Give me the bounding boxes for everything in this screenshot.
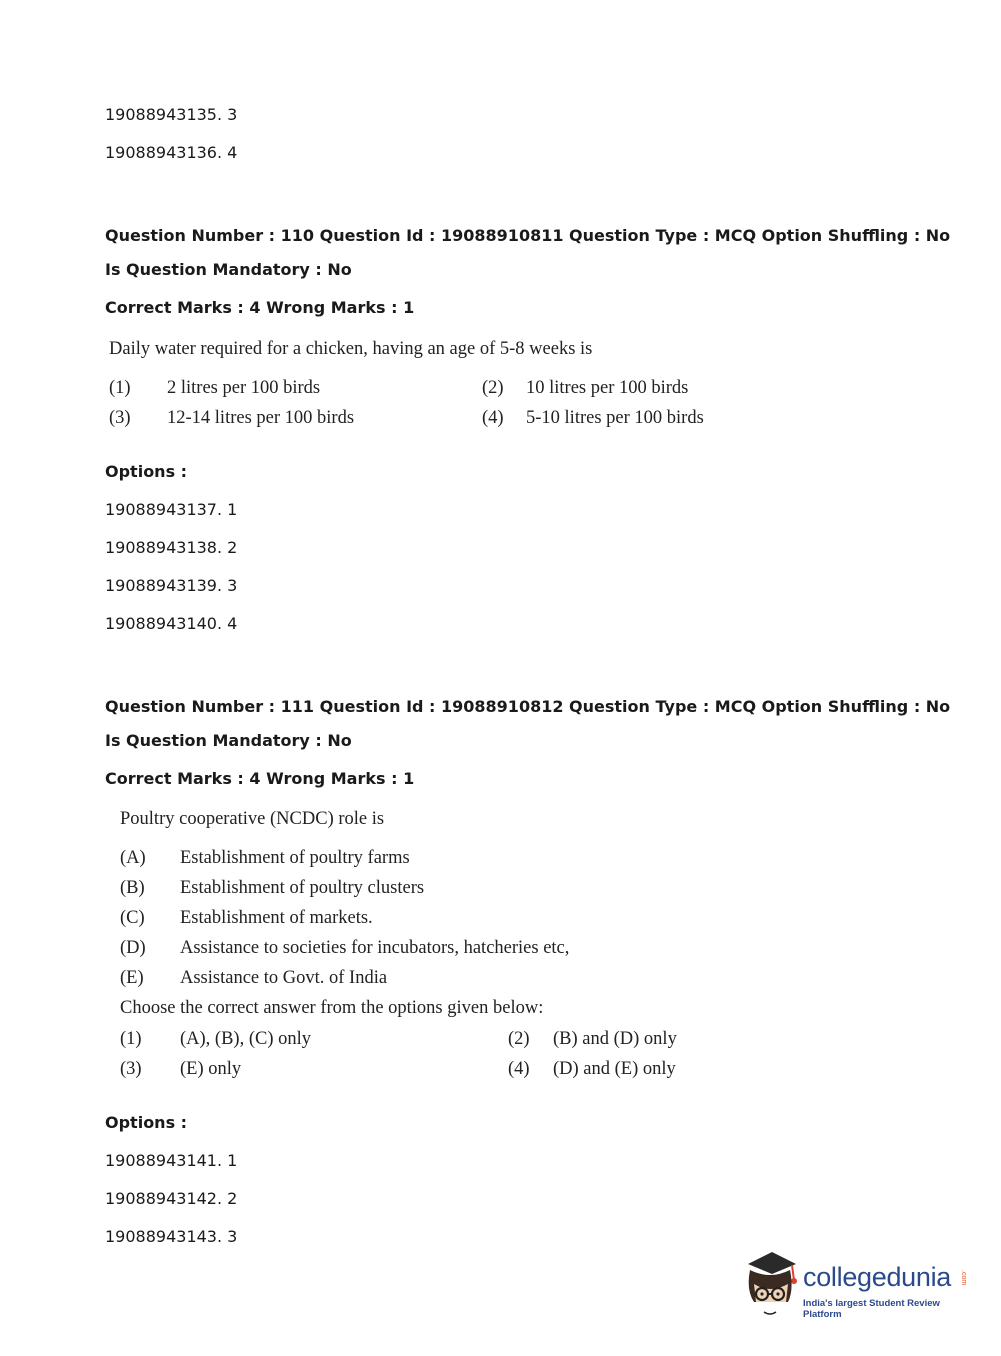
statement-text: Assistance to Govt. of India xyxy=(180,968,388,988)
question-111-header: Question Number : 111 Question Id : 19088910812 Question Type : MCQ Option Shuffling : No xyxy=(105,697,951,716)
choice-number: (1) xyxy=(109,378,131,398)
statement-label: (E) xyxy=(120,968,144,988)
choice-number: (1) xyxy=(120,1029,142,1049)
question-111-mandatory: Is Question Mandatory : No xyxy=(105,731,352,750)
logo-tagline: India's largest Student Review Platform xyxy=(803,1298,940,1320)
choice-text: 5-10 litres per 100 birds xyxy=(526,408,704,428)
option-line: 19088943139. 3 xyxy=(105,576,238,595)
choice-number: (2) xyxy=(482,378,504,398)
question-111-text: Poultry cooperative (NCDC) role is xyxy=(120,809,385,829)
statement-label: (D) xyxy=(120,938,146,958)
choice-text: 2 litres per 100 birds xyxy=(167,378,321,398)
choice-text: (E) only xyxy=(180,1059,242,1079)
question-110-marks: Correct Marks : 4 Wrong Marks : 1 xyxy=(105,298,415,317)
question-110-header: Question Number : 110 Question Id : 19088910811 Question Type : MCQ Option Shuffling : No xyxy=(105,226,951,245)
choice-number: (4) xyxy=(508,1059,530,1079)
logo-suffix: .com xyxy=(960,1270,967,1286)
statement-label: (C) xyxy=(120,908,145,928)
statement-label: (B) xyxy=(120,878,145,898)
option-line: 19088943141. 1 xyxy=(105,1151,238,1170)
statement-label: (A) xyxy=(120,848,146,868)
question-110-mandatory: Is Question Mandatory : No xyxy=(105,260,352,279)
choice-text: (A), (B), (C) only xyxy=(180,1029,312,1049)
option-line: 19088943135. 3 xyxy=(105,105,238,124)
statement-text: Establishment of poultry clusters xyxy=(180,878,425,898)
option-line: 19088943138. 2 xyxy=(105,538,238,557)
question-111-marks: Correct Marks : 4 Wrong Marks : 1 xyxy=(105,769,415,788)
choice-number: (3) xyxy=(120,1059,142,1079)
options-label: Options : xyxy=(105,462,188,481)
option-line: 19088943143. 3 xyxy=(105,1227,238,1246)
statement-text: Establishment of poultry farms xyxy=(180,848,410,868)
choice-text: (D) and (E) only xyxy=(553,1059,676,1079)
mascot-icon xyxy=(740,1250,802,1320)
option-line: 19088943136. 4 xyxy=(105,143,238,162)
option-line: 19088943142. 2 xyxy=(105,1189,238,1208)
choice-number: (4) xyxy=(482,408,504,428)
option-line: 19088943140. 4 xyxy=(105,614,238,633)
logo-name: collegedunia xyxy=(803,1262,952,1292)
choice-text: 10 litres per 100 birds xyxy=(526,378,689,398)
instruction-text: Choose the correct answer from the options given below: xyxy=(120,998,544,1018)
collegedunia-logo xyxy=(740,1250,970,1320)
question-110-text: Daily water required for a chicken, having an age of 5-8 weeks is xyxy=(109,339,593,359)
options-label: Options : xyxy=(105,1113,188,1132)
choice-number: (2) xyxy=(508,1029,530,1049)
choice-number: (3) xyxy=(109,408,131,428)
statement-text: Establishment of markets. xyxy=(180,908,373,928)
choice-text: (B) and (D) only xyxy=(553,1029,677,1049)
option-line: 19088943137. 1 xyxy=(105,500,238,519)
statement-text: Assistance to societies for incubators, hatcheries etc, xyxy=(180,938,570,958)
choice-text: 12-14 litres per 100 birds xyxy=(167,408,355,428)
